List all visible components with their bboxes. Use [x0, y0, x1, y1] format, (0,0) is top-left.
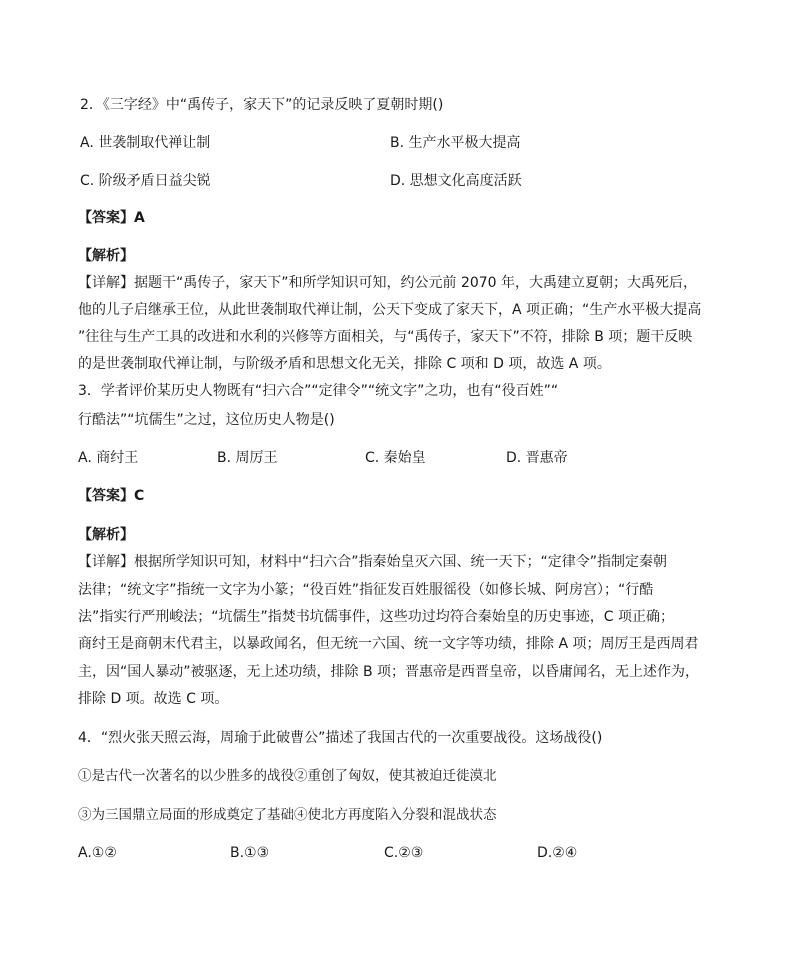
q4-option-b: B.①③	[230, 845, 270, 861]
q2-option-c: C. 阶级矛盾日益尖锐	[80, 173, 211, 189]
q3-option-a: A. 商纣王	[78, 450, 139, 466]
q3-detail-line: 排除 D 项。故选 C 项。	[78, 691, 229, 707]
q3-detail-line: 主，因“国人暴动”被驱逐，无上述功绩，排除 B 项；晋惠帝是西晋皇帝，以昏庸闻名，无上述作为，	[78, 664, 700, 680]
question-4-stem: 4．“烈火张天照云海，周瑜于此破曹公”描述了我国古代的一次重要战役。这场战役()	[78, 730, 603, 746]
q2-detail-line: 【详解】据题干“禹传子，家天下”和所学知识可知，约公元前 2070 年，大禹建立夏朝；大禹死后，	[78, 275, 698, 291]
q3-option-c: C. 秦始皇	[365, 450, 426, 466]
q3-analysis-label: 【解析】	[78, 527, 134, 543]
q3-detail-line: 法”指实行严刑峻法；“坑儒生”指焚书坑儒事件，这些功过均符合秦始皇的历史事迹，C 项正确；	[78, 609, 674, 625]
q4-statements-1: ①是古代一次著名的以少胜多的战役②重创了匈奴，使其被迫迁徙漠北	[78, 768, 497, 784]
q3-detail-line: 【详解】根据所学知识可知，材料中“扫六合”指秦始皇灭六国、统一天下；“定律令”指制定秦朝	[78, 554, 668, 570]
q3-detail-line: 商纣王是商朝末代君主，以暴政闻名，但无统一六国、统一文字等功绩，排除 A 项；周厉王是西周君	[78, 636, 699, 652]
q2-answer: 【答案】A	[78, 210, 145, 226]
q2-analysis-label: 【解析】	[78, 248, 134, 264]
q2-detail-line: 他的儿子启继承王位，从此世袭制取代禅让制，公天下变成了家天下，A 项正确；“生产水平极大提高	[78, 302, 702, 318]
q2-option-b: B. 生产水平极大提高	[390, 135, 521, 151]
q3-option-b: B. 周厉王	[217, 450, 278, 466]
question-3-stem-line: 3．学者评价某历史人物既有“扫六合”“定律令”“统文字”之功，也有“役百姓”“	[78, 383, 559, 399]
q4-option-a: A.①②	[78, 845, 117, 861]
q2-option-a: A. 世袭制取代禅让制	[80, 135, 211, 151]
q3-option-d: D. 晋惠帝	[506, 450, 568, 466]
q2-detail-line: ”往往与生产工具的改进和水利的兴修等方面相关，与“禹传子，家天下”不符，排除 B 项；题干反映	[78, 329, 693, 345]
q4-option-c: C.②③	[384, 845, 424, 861]
q3-detail-line: 法律；“统文字”指统一文字为小篆；“役百姓”指征发百姓服徭役（如修长城、阿房宫）；“行酷	[78, 582, 654, 598]
q3-answer: 【答案】C	[78, 488, 145, 504]
q4-statements-2: ③为三国鼎立局面的形成奠定了基础④使北方再度陷入分裂和混战状态	[78, 807, 497, 823]
question-2-stem: 2．《三字经》中“禹传子，家天下”的记录反映了夏朝时期()	[80, 97, 444, 113]
q2-detail-line: 的是世袭制取代禅让制，与阶级矛盾和思想文化无关，排除 C 项和 D 项，故选 A 项。	[78, 356, 611, 372]
question-3-stem-line: 行酷法”“坑儒生”之过，这位历史人物是()	[78, 412, 335, 428]
q2-option-d: D. 思想文化高度活跃	[390, 173, 522, 189]
q4-option-d: D.②④	[537, 845, 578, 861]
